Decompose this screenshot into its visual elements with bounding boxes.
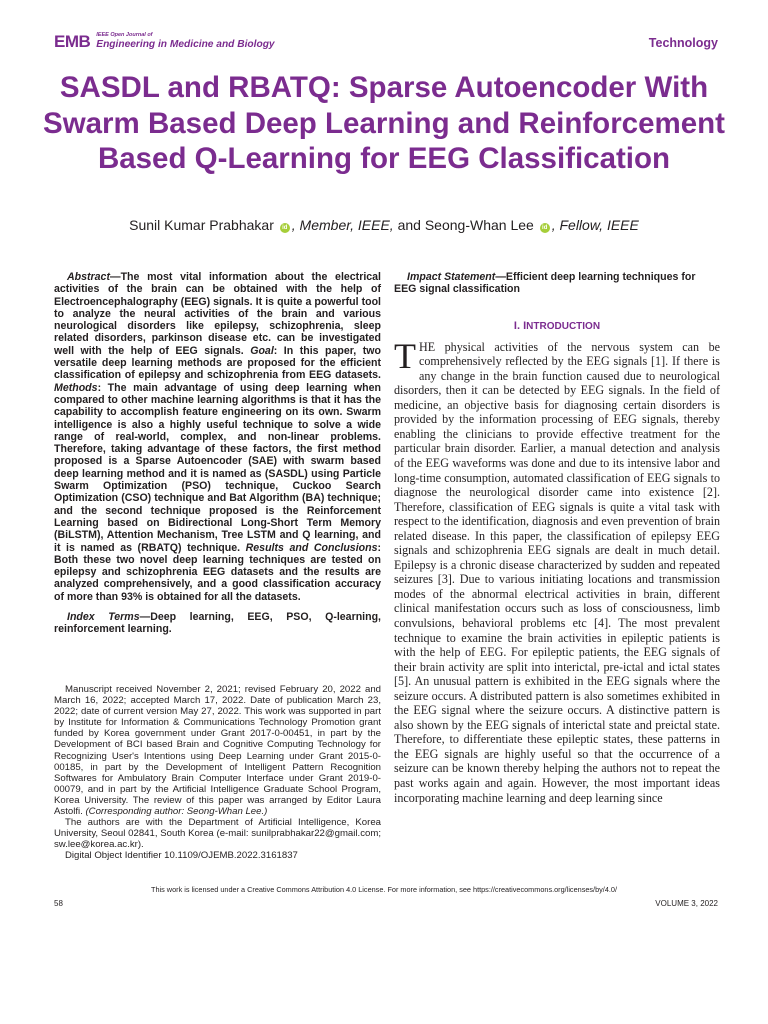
author-and: and xyxy=(393,217,425,233)
methods-text: : The main advantage of using deep learning when compared to other machine learning algorithms is that it has the capability to accomplish feature engineering on its own. Swarm intelligence is also a highly useful technique to solve a wide range of real-world, complex, and non-linear problems. Therefore, taking advantage of these factors, the first method proposed is a Sparse Autoencoder (SAE) with swarm based deep learning method and it is named as (SASDL) using Particle Swarm Optimization (PSO) technique, Cuckoo Search Optimization (CSO) technique and Bat Algorithm (BA) technique; and the second technique proposed is the Reinforcement Learning based on Bidirectional Long-Short Term Memory (BiLSTM), Attention Mechanism, Tree LSTM and Q learning, and it is named as (RBATQ) technique. xyxy=(54,381,381,554)
impact-label: Impact Statement xyxy=(407,271,496,283)
author-line xyxy=(40,217,728,233)
impact-text: Efficient deep learning techniques for EEG signal classification xyxy=(394,271,696,296)
footnote xyxy=(54,684,381,862)
abstract-label: Abstract xyxy=(67,271,110,283)
author-2-role: , Fellow, IEEE xyxy=(551,217,639,233)
left-column xyxy=(54,271,381,636)
section-heading-introduction xyxy=(394,320,720,332)
footnote-manuscript xyxy=(54,684,381,817)
volume-label: VOLUME 3, 2022 xyxy=(655,899,718,908)
journal-super: IEEE Open Journal of xyxy=(96,32,153,39)
orcid-icon[interactable]: id xyxy=(280,223,290,233)
results-text: : Both these two novel deep learning techniques are tested on epilepsy and schizophrenia EEG datasets and the results are analyzed comprehensively, and a good classification accuracy of more than 93% is obtained for all the datasets. xyxy=(54,541,382,603)
impact-dash: — xyxy=(495,271,506,283)
journal-logo xyxy=(54,33,275,50)
right-column xyxy=(394,271,720,805)
introduction-text: HE physical activities of the nervous system can be comprehensively reflected by the EEG signals [1]. If there is any change in the brain function caused due to neurological disorders, then it can be detected by EEG signals. In the field of medicine, an objective basis for diagnosing certain disorders is provided by the information processing of EEG signals, thereby enabling the clinicians to provide effective treatment for the particular brain disorder. Earlier, a manual detection and analysis of the EEG waveforms was done and due to its intensive labor and long-time consumption, automated classification of EEG signals to diagnose the neurological disorder came into existence [2]. Therefore, classification of EEG signals is quite a vital task with respect to the identification, diagnosis and even prevention of brain related disease. In this paper, the classification of epilepsy EEG signals and schizophrenia EEG signals are dealt in much detail. Epilepsy is a chronic disease characterized by sudden and repeated seizures [3]. Due to various initiating locations and transmission modes of the abnormal electrical activities in brain, different clinical manifestation occurs such as loss of consciousness, limb convulsions, behavioral problems etc [4]. The most prevalent technique to examine the brain activities in epileptic patients is with the help of EEG. For epileptic patients, the EEG signals of their brain activity are split into interictal, pre-ictal and ictal states [5]. An unusual pattern is exhibited in the EEG signals where the seizure occurs. A distributed pattern is also sometimes exhibited in the EEG signal where the seizure occurs. A distinctive pattern is also shown by the EEG signals of interictal state and preictal state. Therefore, to differentiate these epileptic states, these patterns in the EEG signals are highly useful so that the occurrence of a seizure can be known thereby helping the authors not to repeat the past works again and again. However, the most important ideas incorporating machine learning and deep learning since xyxy=(394,339,720,805)
methods-label: Methods xyxy=(54,381,98,394)
dropcap: T xyxy=(394,335,416,376)
license-notice: This work is licensed under a Creative Commons Attribution 4.0 License. For more information, see https://creativecommons.org/licenses/by/4.0/ xyxy=(151,885,617,894)
paper-title: SASDL and RBATQ: Sparse Autoencoder With Swarm Based Deep Learning and Reinforcement Based Q-Learning for EEG Classification xyxy=(43,71,725,175)
journal-name: Engineering in Medicine and Biology xyxy=(96,38,275,50)
abstract-text: The most vital information about the electrical activities of the brain can be obtained with the help of Electroencephalography (EEG) signals. It is quite a powerful tool to analyze the neural activities of the brain and various neurological disorders like epilepsy, schizophrenia, sleep related disorders, parkinson disease etc. can be investigated well with the help of EEG signals. xyxy=(54,271,381,357)
index-terms xyxy=(54,611,381,636)
index-terms-label: Index Terms xyxy=(67,611,140,624)
section-heading-rest: NTRODUCTION xyxy=(526,320,601,332)
footnote-doi: Digital Object Identifier 10.1109/OJEMB.2022.3161837 xyxy=(65,850,298,862)
results-label: Results and Conclusions xyxy=(245,541,378,554)
orcid-icon[interactable]: id xyxy=(540,223,550,233)
author-1: Sunil Kumar Prabhakar xyxy=(129,217,274,233)
section-tag: Technology xyxy=(648,36,718,50)
abstract xyxy=(54,271,381,603)
author-2: Seong-Whan Lee xyxy=(424,217,534,233)
author-1-role: , Member, IEEE, xyxy=(291,217,394,233)
journal-title xyxy=(96,33,274,50)
goal-label: Goal xyxy=(250,344,274,357)
footnote-corresponding: (Corresponding author: Seong-Whan Lee.) xyxy=(82,806,268,818)
section-numeral: I. xyxy=(513,319,521,332)
introduction-paragraph xyxy=(394,335,720,806)
page-number: 58 xyxy=(54,899,63,908)
section-heading-initial: I xyxy=(523,319,527,332)
emb-logo: EMB xyxy=(54,32,91,51)
impact-statement xyxy=(394,271,720,296)
goal-text: : In this paper, two versatile deep learning methods are proposed for the efficient classification of epilepsy and schizophrenia from EEG datasets. xyxy=(54,344,381,382)
index-terms-text: Deep learning, EEG, PSO, Q-learning, reinforcement learning. xyxy=(54,611,381,636)
footnote-affiliation: The authors are with the Department of Artificial Intelligence, Korea University, Seoul 02841, South Korea (e-mail: sunilprabhakar22@gmail.com; sw.lee@korea.ac.kr). xyxy=(54,817,381,851)
abstract-dash: — xyxy=(109,271,121,283)
footnote-manuscript-text: Manuscript received November 2, 2021; revised February 20, 2022 and March 16, 2022; accepted March 17, 2022. Date of publication March 23, 2022; date of current version May 27, 2022. This work was supported in part by Institute for Information & Communications Technology Promotion grant funded by Korea government under Grant 2017-0-00451, in part by the Development of BCI based Brain and Cognitive Computing Technology for Recognizing User's Intentions using Deep Learning under Grant 2015-0-00185, in part by the Development of Intelligent Pattern Recognition Softwares for Ambulatory Brain Computer Interface under Grant 2019-0-00079, and in part by the Artificial Intelligence Graduate School Program, Korea University. The review of this paper was arranged by Editor Laura Astolfi. xyxy=(54,684,381,818)
index-terms-dash: — xyxy=(139,611,151,624)
